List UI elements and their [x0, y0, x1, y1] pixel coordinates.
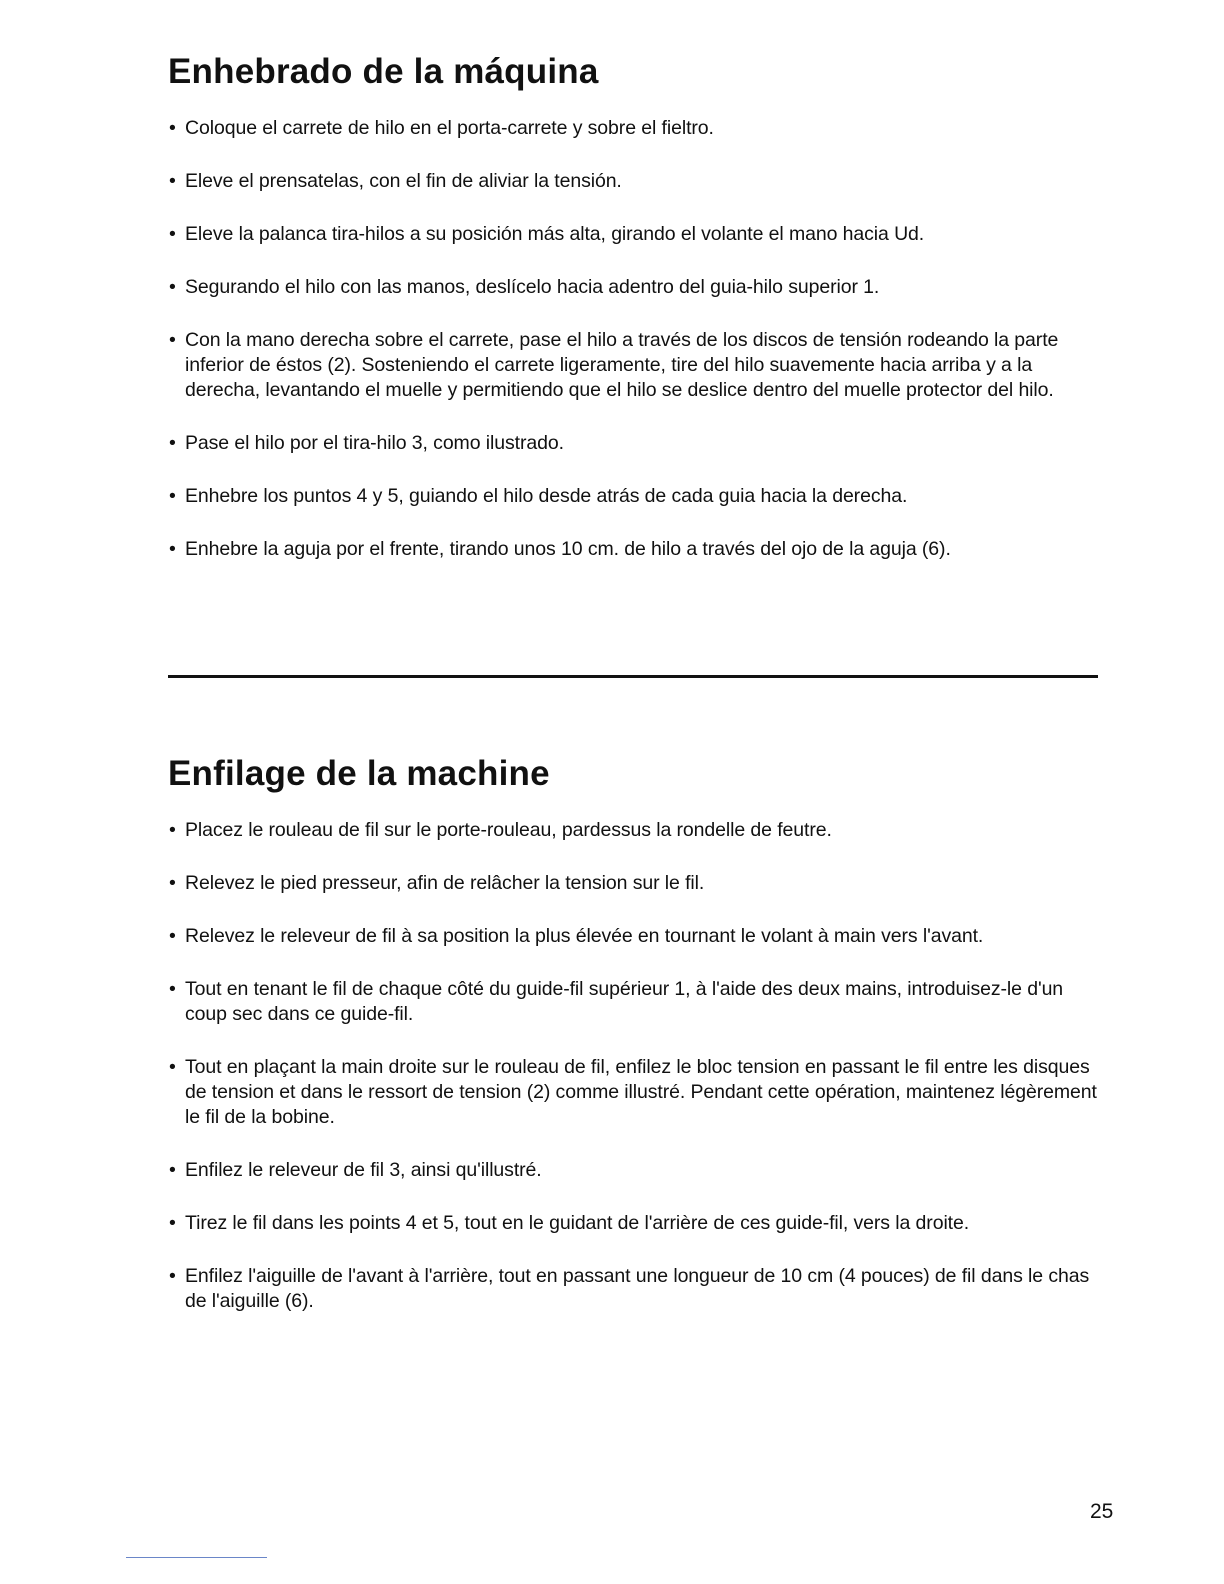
list-item: • Pase el hilo por el tira-hilo 3, como ilustrado.: [168, 431, 1098, 456]
list-item: • Tout en plaçant la main droite sur le rouleau de fil, enfilez le bloc tension en passant le fil entre les disques de tension et dans le ressort de tension (2) comme illustré. Pendant cette opération, maintenez légèrement le fil de la bobine.: [168, 1055, 1098, 1130]
list-item: • Eleve la palanca tira-hilos a su posición más alta, girando el volante el mano hacia Ud.: [168, 222, 1098, 247]
list-item: • Enfilez le releveur de fil 3, ainsi qu'illustré.: [168, 1158, 1098, 1183]
list-item: • Placez le rouleau de fil sur le porte-rouleau, pardessus la rondelle de feutre.: [168, 818, 1098, 843]
instruction-list-french: [168, 818, 1098, 1314]
list-item: • Tout en tenant le fil de chaque côté du guide-fil supérieur 1, à l'aide des deux mains, introduisez-le d'un coup sec dans ce guide-fil.: [168, 977, 1098, 1027]
list-item: • Enhebre la aguja por el frente, tirando unos 10 cm. de hilo a través del ojo de la aguja (6).: [168, 537, 1098, 562]
section-spanish-threading: [168, 50, 1098, 590]
list-item: • Enhebre los puntos 4 y 5, guiando el hilo desde atrás de cada guia hacia la derecha.: [168, 484, 1098, 509]
list-item: • Eleve el prensatelas, con el fin de aliviar la tensión.: [168, 169, 1098, 194]
page-number: 25: [1090, 1500, 1114, 1523]
list-item: • Segurando el hilo con las manos, deslícelo hacia adentro del guia-hilo superior 1.: [168, 275, 1098, 300]
list-item: • Con la mano derecha sobre el carrete, pase el hilo a través de los discos de tensión rodeando la parte inferior de éstos (2). Sosteniendo el carrete ligeramente, tire del hilo suavemente hacia arriba y a la derecha, levantando el muelle y permitiendo que el hilo se deslice dentro del muelle protector del hilo.: [168, 328, 1098, 403]
section-title-spanish: Enhebrado de la máquina: [168, 52, 599, 91]
section-title-french: Enfilage de la machine: [168, 754, 550, 793]
list-item: • Coloque el carrete de hilo en el porta-carrete y sobre el fieltro.: [168, 116, 1098, 141]
list-item: • Tirez le fil dans les points 4 et 5, tout en le guidant de l'arrière de ces guide-fil, vers la droite.: [168, 1211, 1098, 1236]
list-item: • Enfilez l'aiguille de l'avant à l'arrière, tout en passant une longueur de 10 cm (4 pouces) de fil dans le chas de l'aiguille (6).: [168, 1264, 1098, 1314]
list-item: • Relevez le releveur de fil à sa position la plus élevée en tournant le volant à main vers l'avant.: [168, 924, 1098, 949]
section-divider: [168, 675, 1098, 678]
footer-rule: [126, 1557, 267, 1558]
section-french-threading: [168, 752, 1098, 1342]
list-item: • Relevez le pied presseur, afin de relâcher la tension sur le fil.: [168, 871, 1098, 896]
instruction-list-spanish: [168, 116, 1098, 562]
